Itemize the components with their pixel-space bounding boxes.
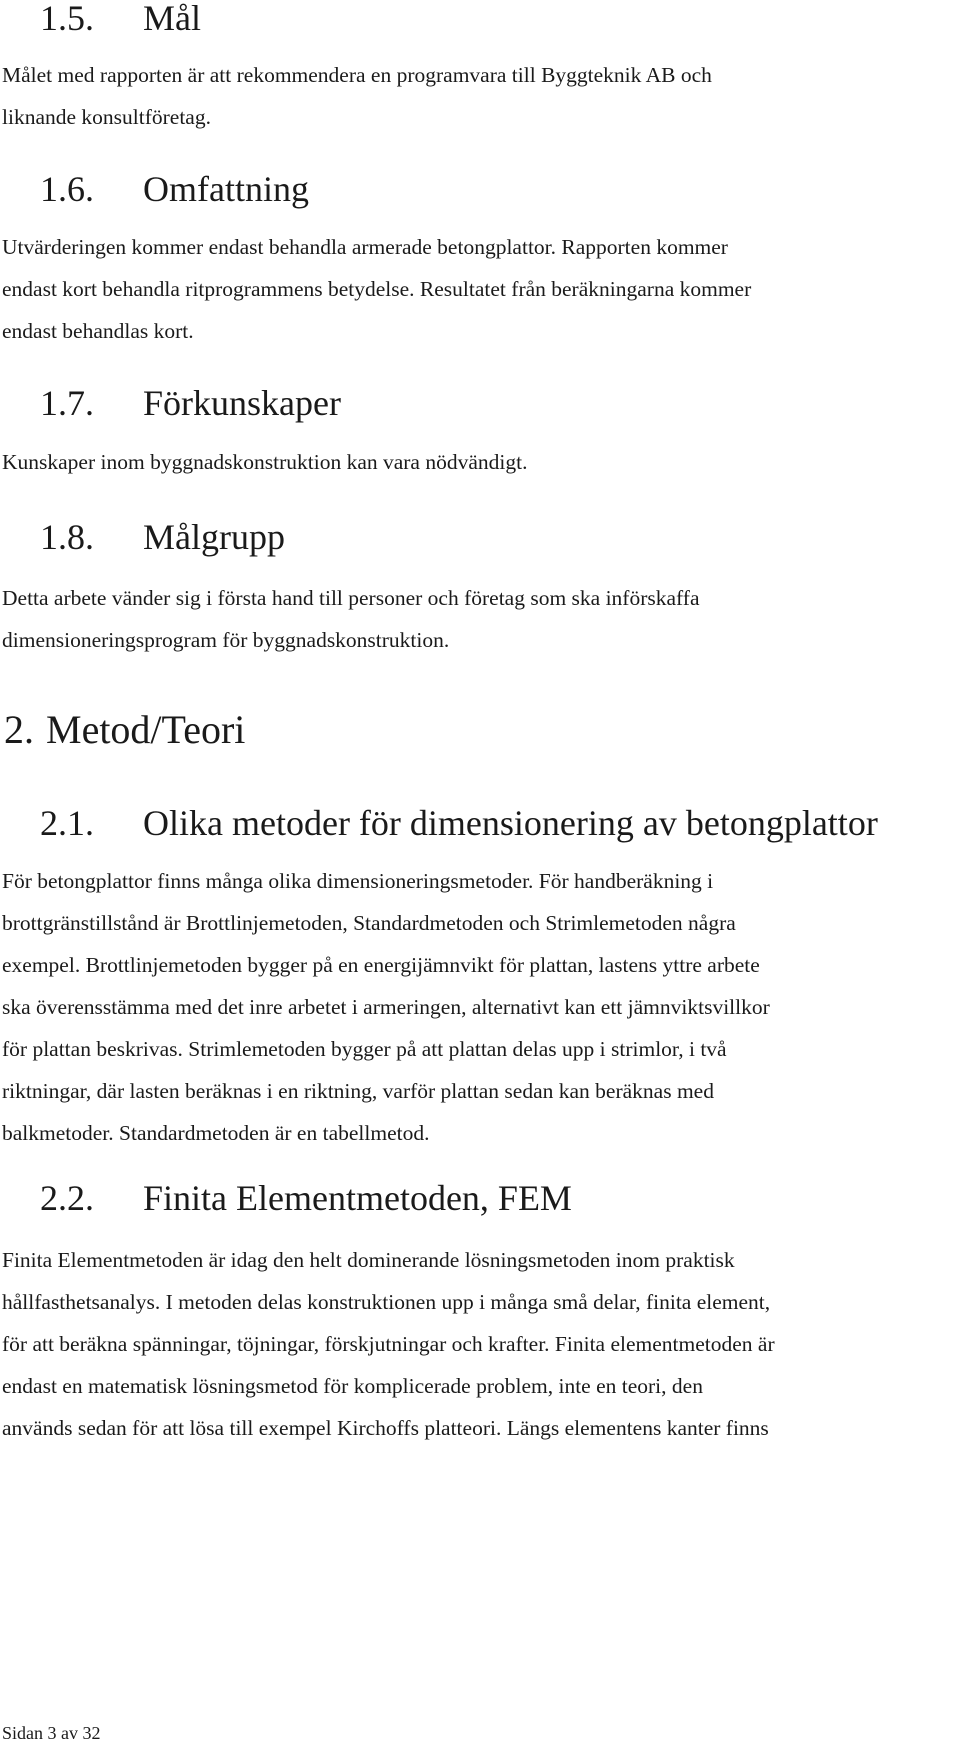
section-1-6-paragraph <box>2 226 751 352</box>
paragraph-line: Utvärderingen kommer endast behandla armerade betongplattor. Rapporten kommer <box>2 235 728 259</box>
paragraph-line: brottgränstillstånd är Brottlinjemetoden, Standardmetoden och Strimlemetoden några <box>2 911 736 935</box>
paragraph-line: endast en matematisk lösningsmetod för komplicerade problem, inte en teori, den <box>2 1374 703 1398</box>
paragraph-line: ska överensstämma med det inre arbetet i armeringen, alternativt kan ett jämnviktsvillkor <box>2 995 770 1019</box>
chapter-2-number: 2. <box>4 707 34 752</box>
chapter-2-title: Metod/Teori <box>46 707 246 752</box>
section-1-5-title: Mål <box>143 0 201 38</box>
paragraph-line: balkmetoder. Standardmetoden är en tabellmetod. <box>2 1121 430 1145</box>
section-1-6-title: Omfattning <box>143 169 309 209</box>
section-1-8-paragraph <box>2 577 700 661</box>
paragraph-line: Finita Elementmetoden är idag den helt dominerande lösningsmetoden inom praktisk <box>2 1248 735 1272</box>
paragraph-line: För betongplattor finns många olika dimensioneringsmetoder. För handberäkning i <box>2 869 714 893</box>
paragraph-line: Kunskaper inom byggnadskonstruktion kan vara nödvändigt. <box>2 450 528 474</box>
section-1-7-paragraph <box>2 441 527 483</box>
section-1-8-number: 1.8. <box>40 517 94 557</box>
section-2-2-number: 2.2. <box>40 1178 94 1218</box>
section-1-5-paragraph <box>2 54 712 138</box>
paragraph-line: endast behandlas kort. <box>2 319 194 343</box>
section-2-1-paragraph <box>2 860 770 1154</box>
paragraph-line: dimensioneringsprogram för byggnadskonstruktion. <box>2 628 450 652</box>
paragraph-line: Målet med rapporten är att rekommendera en programvara till Byggteknik AB och <box>2 63 712 87</box>
paragraph-line: liknande konsultföretag. <box>2 105 211 129</box>
paragraph-line: riktningar, där lasten beräknas i en riktning, varför plattan sedan kan beräknas med <box>2 1079 714 1103</box>
section-1-7-number: 1.7. <box>40 383 94 423</box>
paragraph-line: för plattan beskrivas. Strimlemetoden bygger på att plattan delas upp i strimlor, i två <box>2 1037 727 1061</box>
section-1-6-number: 1.6. <box>40 169 94 209</box>
section-2-2-title: Finita Elementmetoden, FEM <box>143 1178 572 1218</box>
section-1-7-title: Förkunskaper <box>143 383 341 423</box>
section-2-2-paragraph <box>2 1239 775 1449</box>
paragraph-line: endast kort behandla ritprogrammens betydelse. Resultatet från beräkningarna kommer <box>2 277 752 301</box>
section-1-8-title: Målgrupp <box>143 517 285 557</box>
paragraph-line: exempel. Brottlinjemetoden bygger på en energijämnvikt för plattan, lastens yttre arbete <box>2 953 760 977</box>
section-1-5-number: 1.5. <box>40 0 94 38</box>
page-number-footer: Sidan 3 av 32 <box>2 1723 101 1743</box>
paragraph-line: för att beräkna spänningar, töjningar, förskjutningar och krafter. Finita elementmetoden är <box>2 1332 775 1356</box>
section-2-1-number: 2.1. <box>40 803 94 843</box>
section-2-1-title: Olika metoder för dimensionering av betongplattor <box>143 803 878 843</box>
paragraph-line: hållfasthetsanalys. I metoden delas konstruktionen upp i många små delar, finita element, <box>2 1290 771 1314</box>
paragraph-line: Detta arbete vänder sig i första hand till personer och företag som ska införskaffa <box>2 586 700 610</box>
paragraph-line: används sedan för att lösa till exempel Kirchoffs platteori. Längs elementens kanter finns <box>2 1416 769 1440</box>
